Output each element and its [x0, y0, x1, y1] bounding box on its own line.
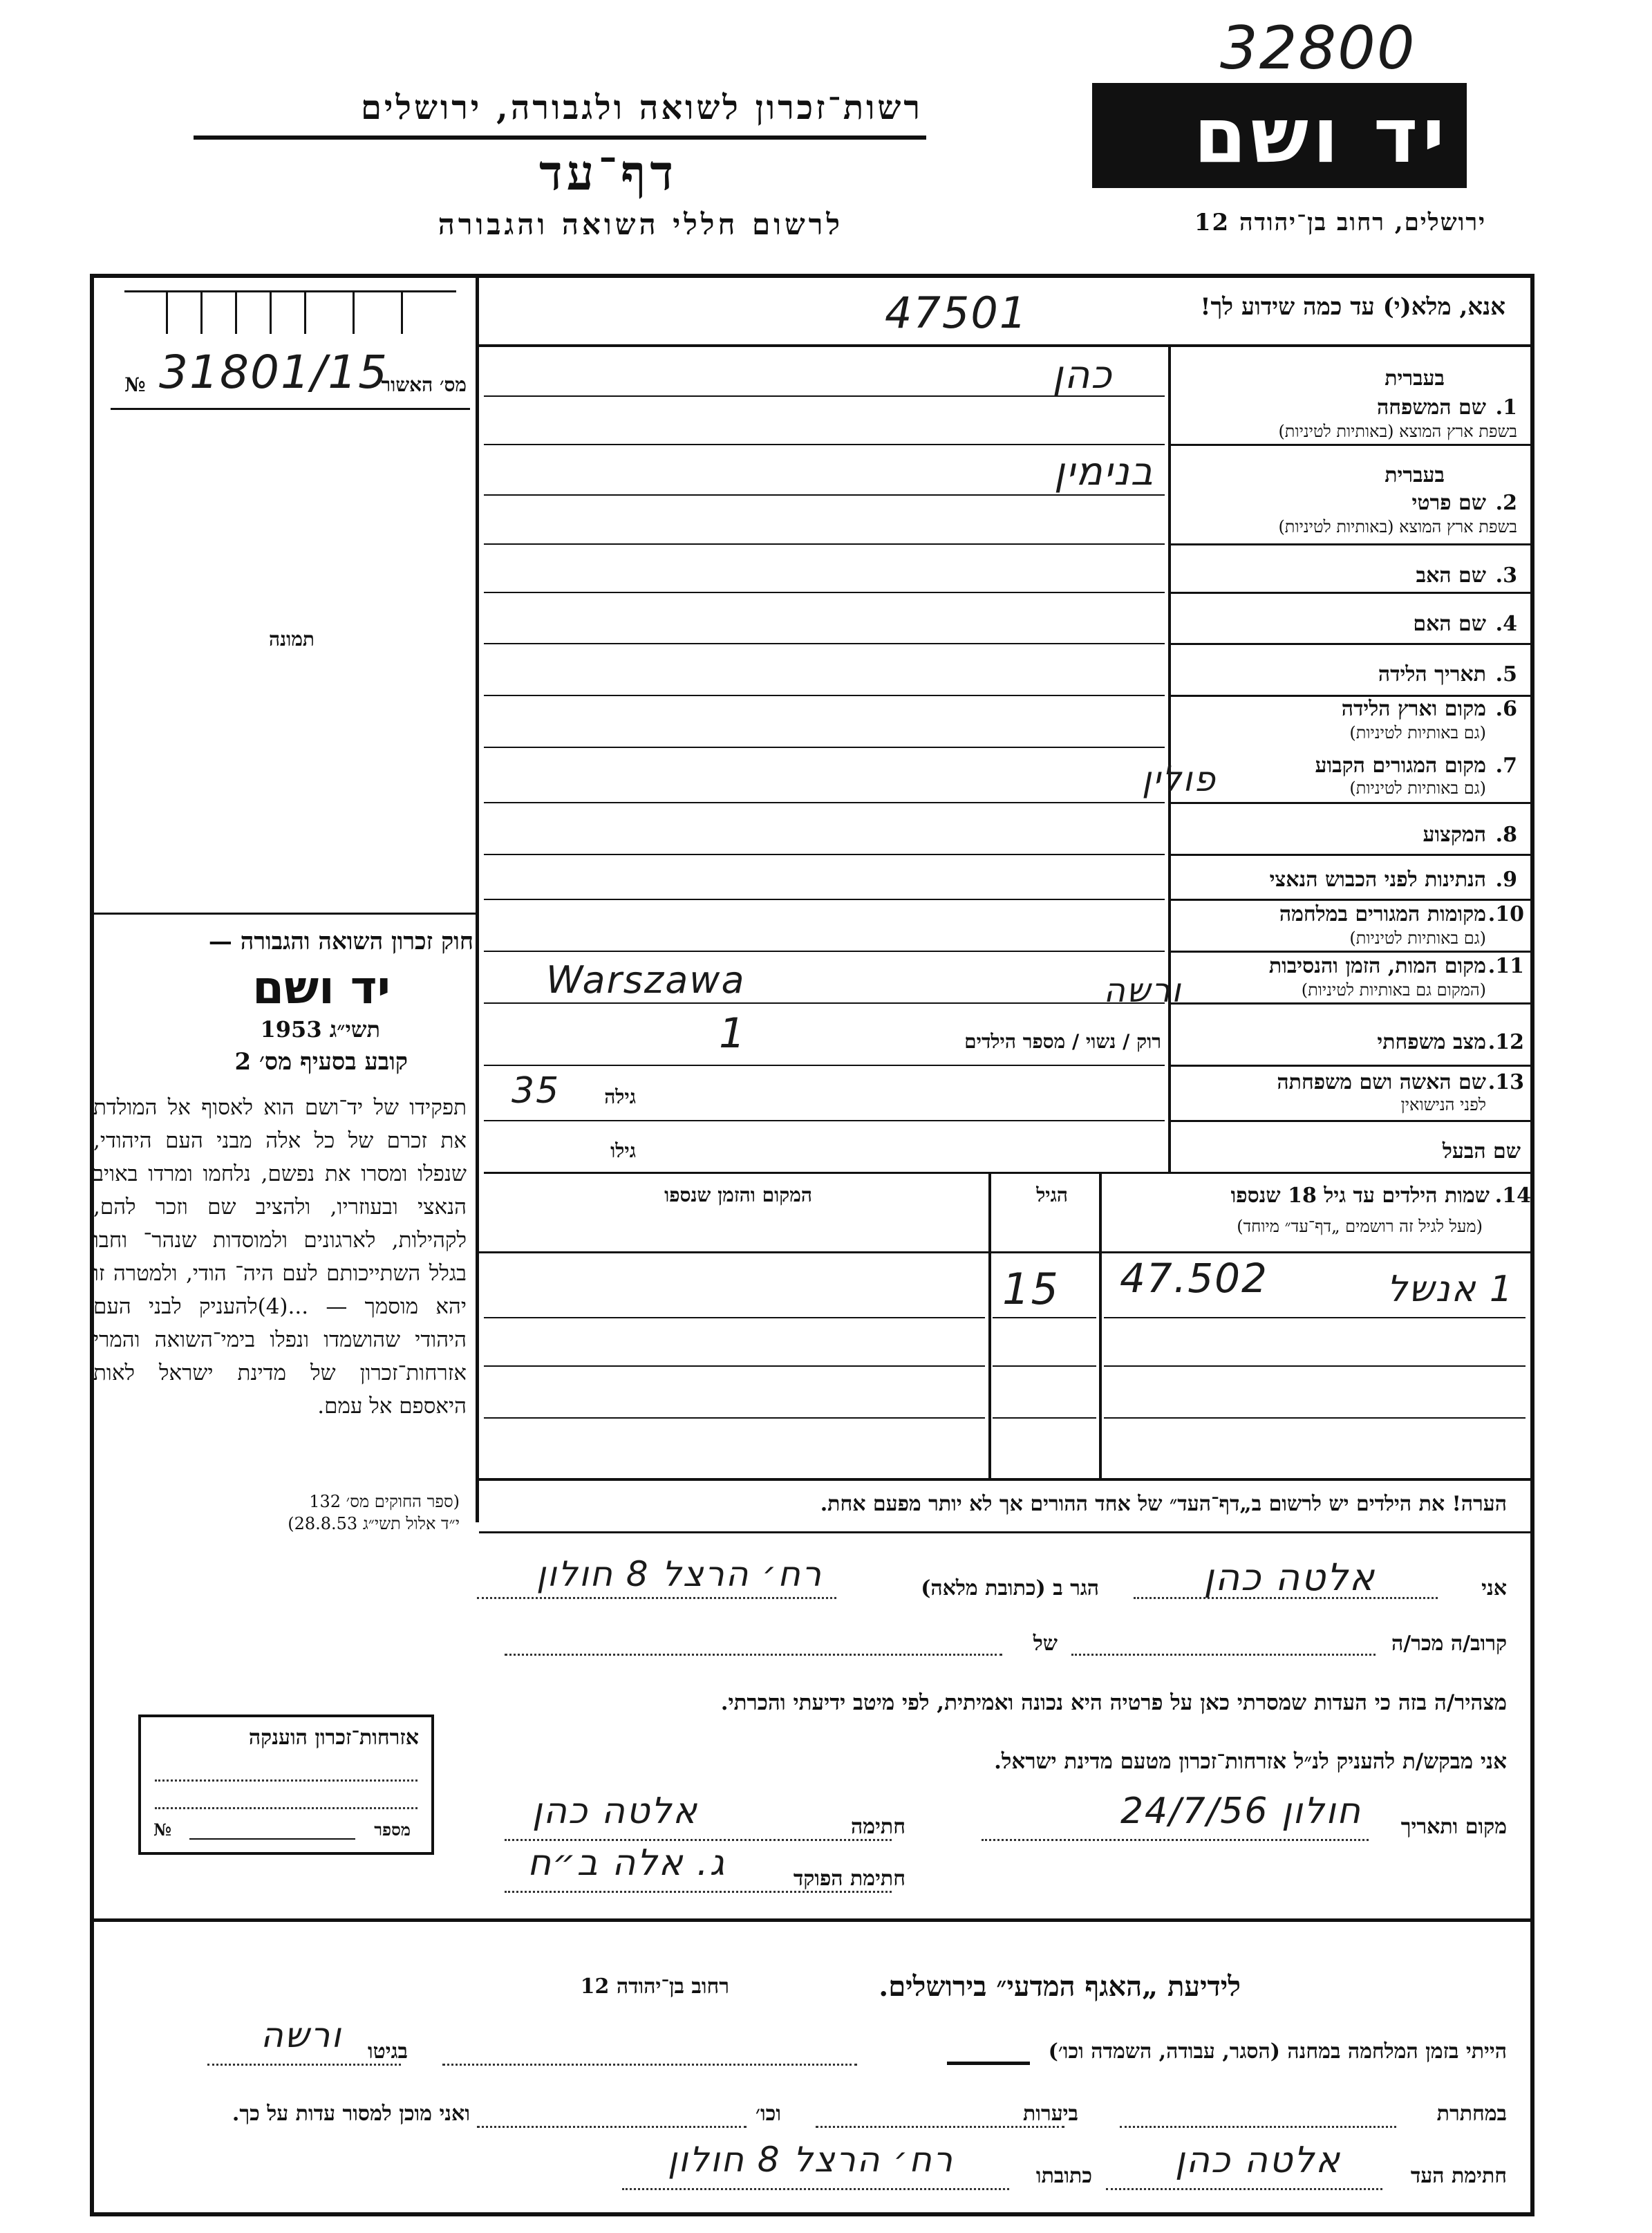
field-11-label: מקום המות, הזמן והנסיבות [1268, 954, 1486, 978]
law-ref-2: י״ד אלול תשי״ג 28.8.53) [288, 1514, 460, 1533]
decl-lives-label: הגר ב (כתובת מלאה) [921, 1576, 1099, 1600]
field-6-label: מקום וארץ הלידה [1341, 697, 1486, 721]
field-3-label: שם האב [1416, 563, 1486, 588]
field-11-sub: (המקום גם באותיות לטיניות) [1301, 980, 1486, 1000]
archive-number: 32800 [1220, 14, 1416, 83]
page-number: 47501 [885, 288, 1029, 338]
header-address: ירושלים, רחוב בן־יהודה 12 [1194, 209, 1486, 236]
children-label: שמות הילדים עד גיל 18 שנספו [1230, 1184, 1490, 1208]
fill-prompt: אנא, מלא(י) עד כמה שידוע לך! [1200, 293, 1505, 321]
field-5-num: 5. [1495, 662, 1517, 686]
field-10-label: מקומות המגורים במלחמה [1279, 902, 1486, 926]
field-9-num: 9. [1495, 868, 1517, 892]
reg-label: מס׳ האשור [381, 373, 467, 396]
field-8-num: 8. [1495, 823, 1517, 847]
citizenship-number-label: מספר [374, 1820, 411, 1840]
bottom-witness-sig-label: חתימת העד [1410, 2164, 1507, 2188]
field-1-label: שם המשפחה [1376, 395, 1486, 420]
field-12-label: מצב משפחתי [1377, 1030, 1486, 1054]
field-11-value-heb[interactable]: ורשה [1103, 971, 1182, 1010]
field-11-num: 11. [1487, 954, 1524, 978]
field-11-value-latin[interactable]: Warszawa [546, 958, 746, 1002]
bottom-camp-label: הייתי בזמן המלחמה במחנה (הסגר, עבודה, השמדה וכו׳) [1048, 2039, 1507, 2064]
field-1-value[interactable]: כהן [1052, 353, 1113, 398]
field-8-label: המקצוע [1423, 823, 1486, 847]
bottom-address: רחוב בן־יהודה 12 [580, 1974, 729, 1999]
law-name: יד ושם [252, 961, 391, 1014]
children-row-age[interactable]: 15 [1002, 1264, 1060, 1314]
field-13-age-label: גילה [604, 1085, 636, 1108]
bottom-ready-text: ואני מוכן למסור עדות על כך. [232, 2102, 470, 2126]
field-7-value[interactable]: פולין [1141, 759, 1217, 799]
decl-officer-value[interactable]: ג. אלה ב״ח [527, 1842, 726, 1884]
decl-place-date-value[interactable]: חולון 24/7/56 [1120, 1791, 1362, 1832]
field-4-num: 4. [1495, 612, 1517, 636]
decl-place-date-label: מקום ותאריך [1400, 1815, 1507, 1839]
children-row-page: 47.502 [1120, 1255, 1268, 1302]
field-9-label: הנתינות לפני הכבוש הנאצי [1269, 868, 1486, 892]
children-num: 14. [1494, 1184, 1531, 1208]
field-7-sub: (גם באותיות לטיניות) [1349, 778, 1486, 798]
bottom-forests-label: ביערות [1022, 2102, 1078, 2126]
decl-i-label: אני [1481, 1576, 1507, 1600]
decl-lives-value[interactable]: רח׳ הרצל 8 חולון [536, 1554, 823, 1594]
bottom-ghetto-label: בגיטו [367, 2039, 408, 2064]
decl-statement-1: מצהיר/ה בזה כי העדות שמסרתי כאן על פרטיה היא נכונה ואמיתית, לפי מיטב ידיעתי והכרתי. [720, 1690, 1507, 1715]
decl-i-value[interactable]: אלטה כהן [1203, 1555, 1376, 1599]
field-1-hebrew-tag: בעברית [1385, 366, 1445, 391]
field-2-label: שם פרטי [1411, 491, 1486, 515]
field-3-num: 3. [1495, 563, 1517, 588]
children-col-place: המקום והזמן שנספו [664, 1184, 812, 1206]
field-2-value[interactable]: בנימין [1053, 449, 1154, 494]
decl-relative-label: קרוב/ה מכר/ה [1391, 1632, 1507, 1656]
decl-statement-2: אני מבקש/ת להעניק לנ״ל אזרחות־זכרון מטעם מדינת ישראל. [994, 1749, 1507, 1774]
law-clause: קובע בסעיף מס׳ 2 [234, 1048, 408, 1076]
law-year: תשי״ג 1953 [260, 1016, 380, 1043]
bottom-etc-label: וכו׳ [755, 2102, 781, 2126]
field-1-sub: בשפת ארץ המוצא (באותיות לטיניות) [1278, 422, 1517, 441]
citizenship-no-symbol: № [153, 1820, 172, 1840]
field-13-num: 13. [1487, 1070, 1524, 1094]
reg-number: 31801/15 [159, 346, 389, 399]
photo-label: תמונה [268, 628, 315, 651]
field-2-hebrew-tag: בעברית [1385, 463, 1445, 487]
field-5-label: תאריך הלידה [1378, 662, 1486, 686]
field-13-sub: לפני הנישואין [1400, 1095, 1486, 1114]
children-col-age: הגיל [1036, 1184, 1068, 1206]
bottom-address-label: כתובתו [1035, 2164, 1092, 2188]
field-12-children[interactable]: 1 [719, 1009, 747, 1058]
children-row-name[interactable]: 1 אנשל [1387, 1269, 1514, 1310]
field-7-num: 7. [1495, 754, 1517, 778]
field-12-options: רוק / נשוי / מספר הילדים [964, 1030, 1161, 1053]
field-13-label: שם האשה ושם משפחתה [1277, 1070, 1486, 1094]
decl-officer-label: חתימת הפוקד [793, 1867, 905, 1891]
field-1-num: 1. [1495, 395, 1517, 420]
husband-age-label: גילו [610, 1139, 636, 1162]
form-subtitle: לרשום חללי השואה והגבורה [438, 207, 843, 241]
decl-of-label: של [1033, 1632, 1058, 1656]
field-10-sub: (גם באותיות לטיניות) [1349, 928, 1486, 948]
field-2-sub: בשפת ארץ המוצא (באותיות לטיניות) [1278, 517, 1517, 536]
field-13-age-value[interactable]: 35 [511, 1070, 561, 1112]
law-text: תפקידו של יד־ושם הוא לאסוף אל המולדת את זכרם של כל אלה מבני העם היהודי, שנפלו ומסרו את נפשם, נלחמו ומרדו באויב הנאצי ובעוזריו, ולהציב שם וזכר להם, לקהילות, לארגונים ולמוסדות שנהר־ וחבו בגלל השתייכותם לעם היה־ הודי, ולמטרה זו יהא מוסמך — ...(4)להעניק לבני העם היהודי שהושמדו ונפלו בימי־השואה והמרי אזרחות־זכרון של מדינת ישראל לאות היאספם אל עמם. [93, 1095, 467, 1419]
reg-no-symbol: № [124, 373, 146, 396]
org-title: רשות־זכרון לשואה ולגבורה, ירושלים [360, 88, 923, 127]
form-title: דף־עד [538, 144, 677, 201]
field-7-label: מקום המגורים הקבוע [1315, 754, 1486, 778]
field-6-num: 6. [1495, 697, 1517, 721]
yad-vashem-logo [1092, 83, 1467, 188]
bottom-address-value[interactable]: רח׳ הרצל 8 חולון [667, 2140, 954, 2180]
citizenship-title: אזרחות־זכרון הוענקה [248, 1726, 419, 1750]
registration-tally [124, 290, 456, 341]
field-2-num: 2. [1495, 491, 1517, 515]
field-6-sub: (גם באותיות לטיניות) [1349, 723, 1486, 742]
bottom-underground-label: במחתרת [1436, 2102, 1507, 2126]
bottom-ghetto-value[interactable]: ורשה [261, 2015, 342, 2055]
logo-text: יד ושם [1193, 91, 1449, 180]
law-ref-1: (ספר החוקים מס׳ 132 [309, 1492, 460, 1511]
law-title: חוק זכרון השואה והגבורה — [208, 928, 473, 955]
children-sub: (מעל לגיל זה רושמים „דף־עד״ מיוחד) [1237, 1217, 1483, 1236]
husband-label: שם הבעל [1442, 1139, 1521, 1164]
children-note: הערה! את הילדים יש לרשום ב„דף־העד״ של אחד ההורים אך לא יותר מפעם אחת. [820, 1492, 1507, 1516]
citizenship-box [138, 1715, 434, 1855]
field-10-num: 10. [1487, 902, 1524, 926]
bottom-title: לידיעת „האגף המדעי״ בירושלים. [879, 1970, 1241, 2003]
bottom-witness-sig-value[interactable]: אלטה כהן [1174, 2140, 1341, 2181]
decl-signature-value[interactable]: אלטה כהן [532, 1791, 698, 1832]
field-12-num: 12. [1487, 1030, 1524, 1054]
decl-signature-label: חתימה [851, 1815, 905, 1839]
field-4-label: שם האם [1413, 612, 1486, 636]
